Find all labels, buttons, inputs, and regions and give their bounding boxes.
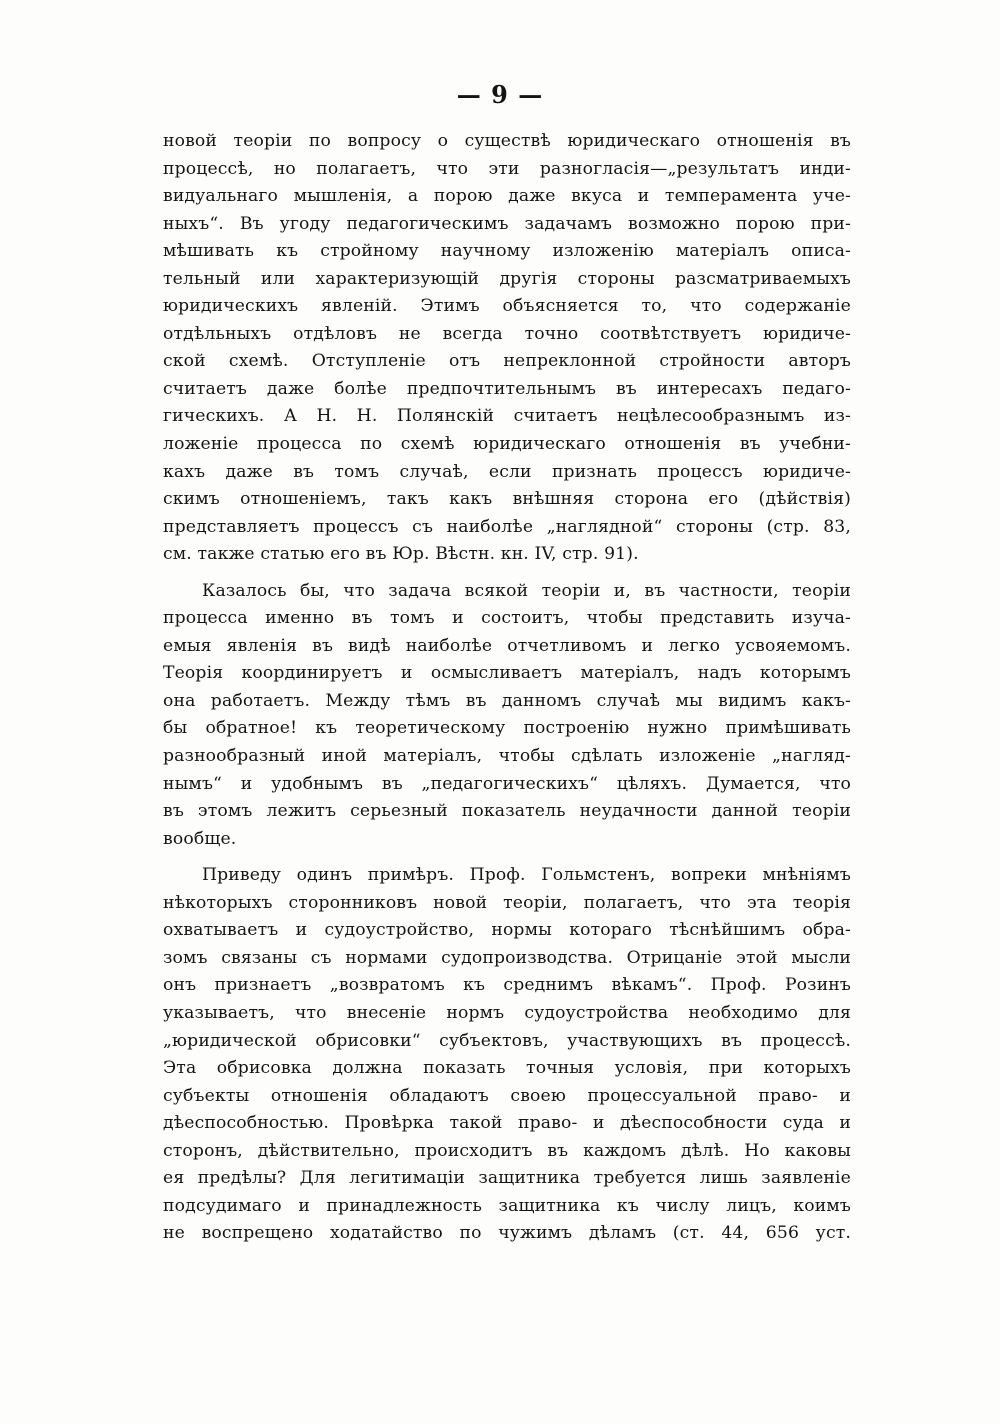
text-line: видуальнаго мышленія, а порою даже вкуса и темперамента уче- [163,186,851,207]
text-line: онъ признаетъ „возвратомъ къ среднимъ вѣкамъ“. Проф. Розинъ [163,975,851,996]
text-line: нымъ“ и удобнымъ въ „педагогическихъ“ цѣляхъ. Думается, что [163,773,851,794]
text-line: нѣкоторыхъ сторонниковъ новой теоріи, полагаетъ, что эта теорія [163,892,851,913]
text-line: Теорія координируетъ и осмысливаетъ матеріалъ, надъ которымъ [163,663,851,684]
text-line: см. также статью его въ Юр. Вѣстн. кн. IV, стр. 91). [163,544,639,565]
text-line: мѣшивать къ стройному научному изложенію матеріалъ описа- [163,241,851,262]
body-text [163,128,851,1248]
paragraph-1 [163,128,851,569]
text-line: представляетъ процессъ съ наиболѣе „наглядной“ стороны (стр. 83, [163,516,851,537]
text-line: подсудимаго и принадлежность защитника къ числу лицъ, коимъ [163,1195,851,1216]
text-line: Приведу одинъ примѣръ. Проф. Гольмстенъ, вопреки мнѣніямъ [202,865,851,886]
text-line: процессѣ, но полагаетъ, что эти разногласія—„результатъ инди- [163,158,851,179]
text-line: новой теоріи по вопросу о существѣ юридическаго отношенія въ [163,131,851,151]
text-line: гическихъ. А Н. Н. Полянскій считаетъ нецѣлесообразнымъ из- [163,406,851,427]
text-line: субъекты отношенія обладаютъ своею процессуальной право- и [163,1085,851,1106]
paragraph-3 [163,862,851,1248]
text-line: процесса именно въ томъ и состоитъ, чтобы представить изуча- [163,608,851,629]
text-line: охватываетъ и судоустройство, нормы котораго тѣснѣйшимъ обра- [163,920,851,941]
text-line: указываетъ, что внесеніе нормъ судоустройства необходимо для [163,1002,851,1023]
text-line: кахъ даже въ томъ случаѣ, если признать процессъ юридиче- [163,461,851,482]
text-line: емыя явленія въ видѣ наиболѣе отчетливомъ и легко усвояемомъ. [163,635,851,656]
text-line: въ этомъ лежитъ серьезный показатель неудачности данной теоріи [163,801,851,822]
text-line: считаетъ даже болѣе предпочтительнымъ въ интересахъ педаго- [163,378,851,399]
text-line: скимъ отношеніемъ, такъ какъ внѣшняя сторона его (дѣйствія) [163,489,851,510]
text-line: не воспрещено ходатайство по чужимъ дѣламъ (ст. 44, 656 уст. [163,1223,851,1244]
text-line: ныхъ“. Въ угоду педагогическимъ задачамъ возможно порою при- [163,213,851,234]
text-line: отдѣльныхъ отдѣловъ не всегда точно соотвѣтствуетъ юридиче- [163,323,851,344]
text-line: вообще. [163,828,237,849]
text-line: ея предѣлы? Для легитимаціи защитника требуется лишь заявленіе [163,1168,851,1189]
text-line: дѣеспособностью. Провѣрка такой право- и дѣеспособности суда и [163,1113,851,1134]
text-line: разнообразный иной матеріалъ, чтобы сдѣлать изложеніе „нагляд- [163,746,851,767]
text-line: зомъ связаны съ нормами судопроизводства. Отрицаніе этой мысли [163,947,851,968]
text-line: „юридической обрисовки“ субъектовъ, участвующихъ въ процессѣ. [163,1030,851,1051]
page-number: — 9 — [456,80,544,109]
text-line: ложеніе процесса по схемѣ юридическаго отношенія въ учебни- [163,434,851,455]
text-line: Эта обрисовка должна показать точныя условія, при которыхъ [163,1058,851,1079]
text-line: бы обратное! къ теоретическому построенію нужно примѣшивать [163,718,851,739]
text-line: юридическихъ явленій. Этимъ объясняется то, что содержаніе [163,296,851,317]
paragraph-2 [163,578,851,853]
text-line: она работаетъ. Между тѣмъ въ данномъ случаѣ мы видимъ какъ- [163,690,851,711]
text-line: Казалось бы, что задача всякой теоріи и, въ частности, теоріи [202,580,851,601]
text-line: сторонъ, дѣйствительно, происходитъ въ каждомъ дѣлѣ. Но каковы [163,1140,851,1161]
text-line: ской схемѣ. Отступленіе отъ непреклонной стройности авторъ [163,351,851,372]
text-line: тельный или характеризующій другія стороны разсматриваемыхъ [163,268,851,289]
